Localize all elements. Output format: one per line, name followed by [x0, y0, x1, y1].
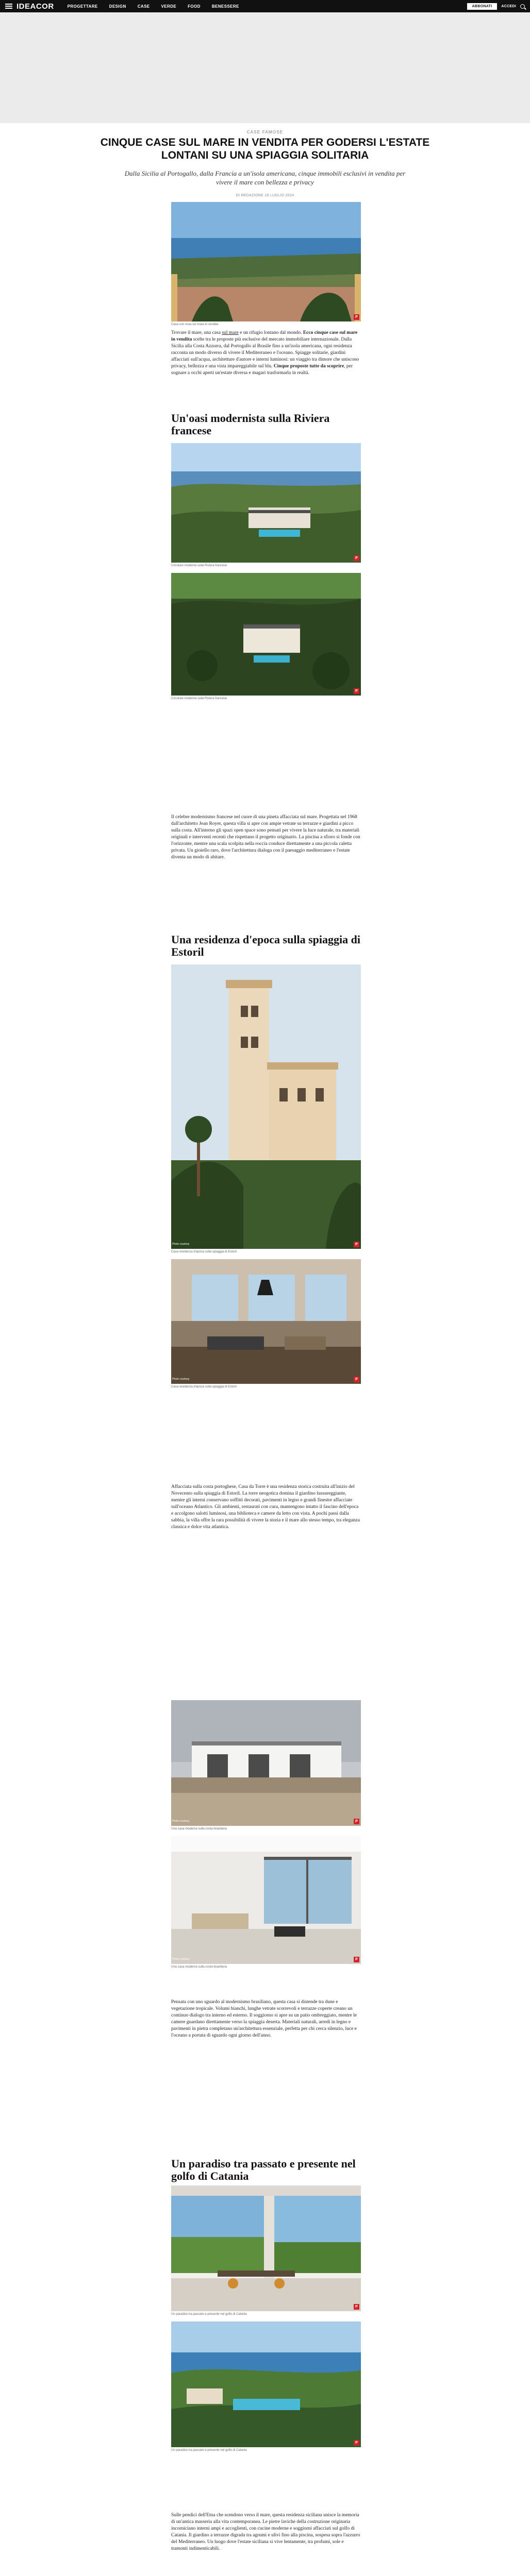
article-byline: DI REDAZIONE 19 LUGLIO 2024 — [236, 194, 294, 197]
article-title: CINQUE CASE SUL MARE IN VENDITA PER GODERSI L'ESTATE LONTANI SU UNA SPIAGGIA SOLITARIA — [100, 137, 430, 161]
pin-icon[interactable]: P — [354, 1377, 359, 1382]
estoril-photo-1 — [171, 964, 361, 1249]
search-icon[interactable] — [520, 4, 525, 9]
nav-right — [467, 3, 525, 10]
estoril-caption-1: Casa residenza d'epoca sulla spiaggia di Estoril — [171, 1250, 237, 1253]
nav-item-design[interactable]: DESIGN — [109, 4, 126, 9]
brazil-paragraph: Pensata con uno sguardo al modernismo brasiliano, questa casa si distende tra dune e vegetazione tropicale. Volumi bianchi, lunghe vetrate scorrevoli e terrazze coperte creano un continuo dialogo tra interno ed esterno. Il soggiorno si apre su un patio ombreggiato, mentre le camere guardano direttamente verso la spiaggia deserta. Materiali naturali, arredi in legno e pavimenti in pietra completano un'architettura essenziale, perfetta per chi cerca silenzio, luce e l'oceano a portata di sguardo ogni giorno dell'anno. — [171, 1999, 357, 2038]
account-link[interactable]: ACCEDI — [501, 4, 516, 8]
article-kicker[interactable]: CASE FAMOSE — [246, 130, 284, 134]
catania-photo-1 — [171, 2185, 361, 2311]
riviera-photo-2 — [171, 573, 361, 696]
riviera-caption-1: Circolare moderna sulla Riviera francese — [171, 564, 227, 567]
nav-item-food[interactable]: FOOD — [188, 4, 201, 9]
intro-paragraph: Trovare il mare, una casa sul mare e un rifugio lontano dal mondo. Ecco cinque case sul mare in vendita scelte tra le proposte più esclusive del mercato immobiliare internazionale. Dalla Sicilia alla Costa Azzurra, dal Portogallo al Brasile fino a un'isola americana, ogni residenza racconta un modo diverso di vivere il Mediterraneo e l'oceano. Spiagge solitarie, giardini affacciati sull'acqua, architetture d'autore e interni luminosi: un viaggio tra dimore che uniscono privacy, bellezza e una vista impareggiabile sul blu. Cinque proposte tutte da scoprire, per sognare a occhi aperti un'estate diversa e magari trasformarla in realtà. — [171, 330, 359, 376]
ad-banner — [0, 12, 530, 123]
catania-caption-2: Un paradiso tra passato e presente nel golfo di Catania — [171, 2449, 247, 2452]
nav-item-verde[interactable]: VERDE — [161, 4, 177, 9]
catania-caption-1: Un paradiso tra passato e presente nel golfo di Catania — [171, 2313, 247, 2316]
estoril-caption-2: Casa residenza d'epoca sulla spiaggia di Estoril — [171, 1385, 237, 1388]
section-heading-riviera: Un'oasi modernista sulla Riviera francese — [171, 412, 330, 437]
estoril-paragraph: Affacciata sulla costa portoghese, Casa da Torre è una residenza storica costruita all'inizio del Novecento sulla spiaggia di Estoril. La torre neogotica domina il giardino lussureggiante, mentre gli interni conservano soffitti decorati, pavimenti in legno e grandi finestre affacciate sull'oceano Atlantico. Gli ambienti, restaurati con cura, mantengono intatto il fascino dell'epoca e accolgono salotti luminosi, una biblioteca e camere da letto con vista. A pochi passi dalla sabbia, la villa offre la rara possibilità di vivere la storia e il mare allo stesso tempo, tra eleganza classica e dolce vita atlantica. — [171, 1484, 360, 1530]
brazil-caption-2: Una casa moderna sulla costa brasiliana — [171, 1965, 227, 1969]
riviera-paragraph: Il celebre modernismo francese nel cuore di una pineta affacciata sul mare. Progettata nel 1968 dall'architetto Jean Royer, questa villa si apre con ampie vetrate su terrazze e giardini a picco sulla costa. All'interno gli spazi open space sono pensati per vivere la luce naturale, tra materiali originali e interventi recenti che rispettano il progetto originario. La piscina a sfioro si fonde con l'orizzonte, mentre una scala scolpita nella roccia conduce direttamente a una piccola caletta privata. Un gioiello raro, dove l'architettura dialoga con il paesaggio mediterraneo e l'estate diventa un modo di abitare. — [171, 815, 360, 860]
pin-icon[interactable]: P — [354, 1819, 359, 1824]
site-logo[interactable]: IDEACOR — [16, 2, 54, 11]
photo-credit: Photo courtesy — [172, 1243, 190, 1246]
pin-icon[interactable]: P — [354, 2304, 359, 2310]
pin-icon[interactable]: P — [354, 2440, 359, 2446]
brazil-photo-1 — [171, 1700, 361, 1826]
riviera-caption-2: Circolare moderna sulla Riviera francese — [171, 697, 227, 700]
nav-item-benessere[interactable]: BENESSERE — [211, 4, 239, 9]
riviera-photo-1 — [171, 443, 361, 563]
nav-items — [68, 4, 239, 9]
photo-credit: Photo courtesy — [172, 1378, 190, 1381]
section-heading-catania: Un paradiso tra passato e presente nel golfo di Catania — [171, 2157, 356, 2182]
hero-photo — [171, 202, 361, 321]
nav-item-case[interactable]: CASE — [137, 4, 150, 9]
pin-icon[interactable]: P — [354, 1957, 359, 1962]
section-heading-estoril: Una residenza d'epoca sulla spiaggia di Estoril — [171, 933, 360, 958]
brazil-caption-1: Una casa moderna sulla costa brasiliana — [171, 1827, 227, 1831]
nav-item-progettare[interactable]: PROGETTARE — [67, 4, 98, 9]
menu-icon[interactable] — [5, 4, 12, 9]
pin-icon[interactable]: P — [354, 314, 359, 320]
catania-photo-2 — [171, 2321, 361, 2447]
subscribe-button[interactable]: ABBONATI — [467, 3, 498, 10]
photo-credit: Photo courtesy — [172, 1958, 190, 1961]
brazil-photo-2 — [171, 1836, 361, 1964]
intro-link[interactable]: sul mare — [222, 330, 239, 335]
top-navigation — [0, 0, 530, 12]
estoril-photo-2 — [171, 1259, 361, 1384]
pin-icon[interactable]: P — [354, 1242, 359, 1247]
catania-paragraph: Sulle pendici dell'Etna che scendono verso il mare, questa residenza siciliana unisce la memoria di un'antica masseria alla vita contemporanea. Le pietre laviche della costruzione originaria incorniciano interni ampi e accoglienti, con cucine moderne e soggiorni affacciati sul golfo di Catania. Il giardino a terrazze digrada tra agrumi e ulivi fino alla piscina, sospesa sopra l'azzurro del Mediterraneo. Un luogo dove l'estate siciliana si vive lentamente, tra profumi, sole e tramonti indimenticabili. — [171, 2513, 360, 2551]
pin-icon[interactable]: P — [354, 688, 359, 694]
photo-credit: Photo courtesy — [172, 1820, 190, 1823]
pin-icon[interactable]: P — [354, 555, 359, 561]
article-subtitle: Dalla Sicilia al Portogallo, dalla Francia a un'isola americana, cinque immobili esclusivi in vendita per vivere il mare con bellezza e privacy — [124, 170, 406, 186]
hero-caption: Casa con vista sul mare in vendita — [171, 323, 219, 326]
